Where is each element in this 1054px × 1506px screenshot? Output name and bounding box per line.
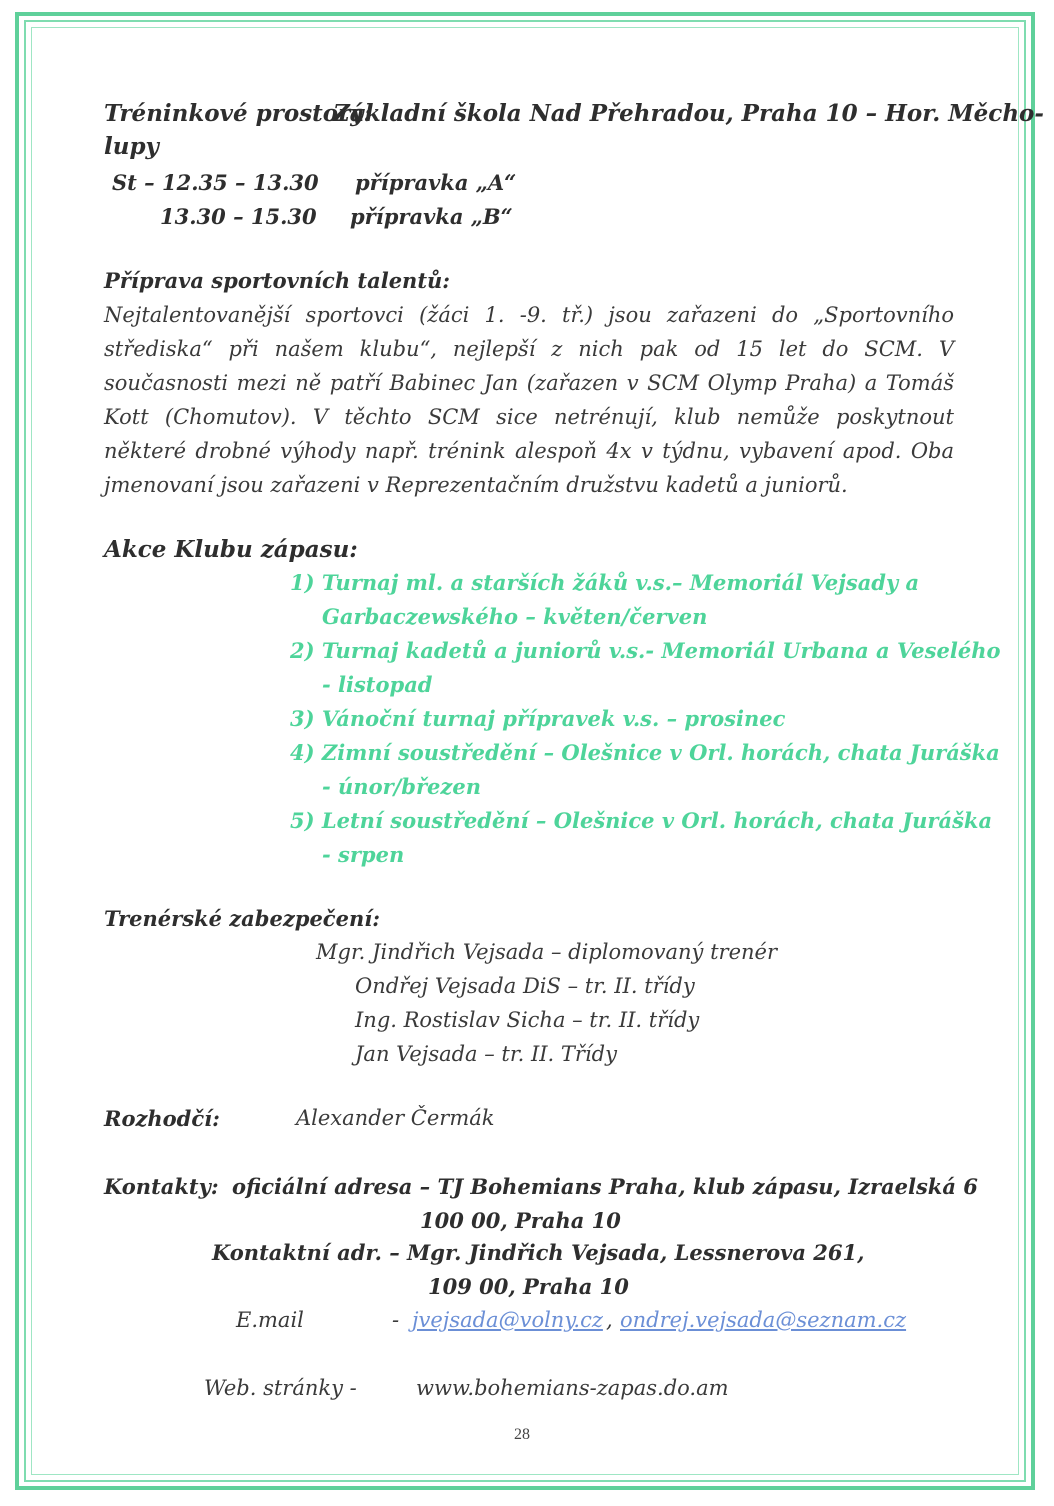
email-separator: , (606, 1308, 613, 1332)
events-heading: Akce Klubu zápasu: (104, 536, 358, 563)
schedule-time-1: St – 12.35 – 13.30 (112, 170, 319, 195)
event-item-5-line1: 5) Letní soustředění – Olešnice v Orl. horách, chata Juráška (290, 808, 993, 833)
schedule-time-2: 13.30 – 15.30 (160, 204, 317, 229)
event-item-3-line1: 3) Vánoční turnaj přípravek v.s. – prosinec (290, 706, 786, 731)
event-item-2-line2: - listopad (322, 672, 433, 697)
referee-label: Rozhodčí: (104, 1106, 220, 1131)
coach-2: Ondřej Vejsada DiS – tr. II. třídy (355, 974, 695, 998)
email-label: E.mail (236, 1308, 304, 1332)
training-place-line2: lupy (104, 133, 159, 160)
email-link-ondrej[interactable]: ondrej.vejsada@seznam.cz (620, 1308, 907, 1332)
coaches-heading: Trenérské zabezpečení: (104, 906, 380, 931)
event-item-2-line1: 2) Turnaj kadetů a juniorů v.s.- Memoriál Urbana a Veselého (290, 638, 1001, 663)
email-dash: - (392, 1308, 400, 1332)
contact-address-line1: Kontaktní adr. – Mgr. Jindřich Vejsada, Lessnerova 261, (212, 1240, 865, 1265)
schedule-group-1: přípravka „A“ (355, 170, 517, 195)
web-url: www.bohemians-zapas.do.am (416, 1376, 729, 1400)
contact-address-line2: 109 00, Praha 10 (428, 1274, 629, 1299)
training-label: Tréninkové prostory: (104, 100, 373, 127)
coach-1: Mgr. Jindřich Vejsada – diplomovaný trenér (316, 940, 777, 964)
contacts-label: Kontakty: (104, 1174, 219, 1199)
event-item-1-line2: Garbaczewského – květen/červen (322, 604, 708, 629)
schedule-group-2: přípravka „B“ (350, 204, 513, 229)
official-address-line2: 100 00, Praha 10 (420, 1208, 621, 1233)
web-label: Web. stránky - (204, 1376, 357, 1400)
event-item-4-line1: 4) Zimní soustředění – Olešnice v Orl. horách, chata Juráška (290, 740, 1000, 765)
referee-name: Alexander Čermák (296, 1106, 495, 1130)
talents-paragraph: Nejtalentovanější sportovci (žáci 1. -9. tř.) jsou zařazeni do „Sportovního střediska“ při našem klubu“, nejlepší z nich pak od 15 let do SCM. V současnosti mezi ně patří Babinec Jan (zařazen v SCM Olymp Praha) a Tomáš Kott (Chomutov). V těchto SCM sice netrénují, klub nemůže poskytnout některé drobné výhody např. trénink alespoň 4x v týdnu, vybavení apod. Oba jmenovaní jsou zařazeni v Reprezentačním družstvu kadetů a juniorů. (104, 303, 954, 497)
coach-3: Ing. Rostislav Sicha – tr. II. třídy (355, 1008, 700, 1032)
event-item-4-line2: - únor/březen (322, 774, 481, 799)
official-address-line1: oficiální adresa – TJ Bohemians Praha, klub zápasu, Izraelská 6 (232, 1174, 978, 1199)
event-item-5-line2: - srpen (322, 842, 405, 867)
coach-4: Jan Vejsada – tr. II. Třídy (355, 1042, 617, 1066)
talents-heading: Příprava sportovních talentů: (104, 268, 451, 293)
email-link-jvejsada[interactable]: jvejsada@volny.cz (412, 1308, 603, 1332)
event-item-1-line1: 1) Turnaj ml. a starších žáků v.s.– Memoriál Vejsady a (290, 570, 920, 595)
page-number: 28 (514, 1426, 530, 1443)
training-place-line1: Základní škola Nad Přehradou, Praha 10 – Hor. Měcho- (333, 100, 1044, 127)
